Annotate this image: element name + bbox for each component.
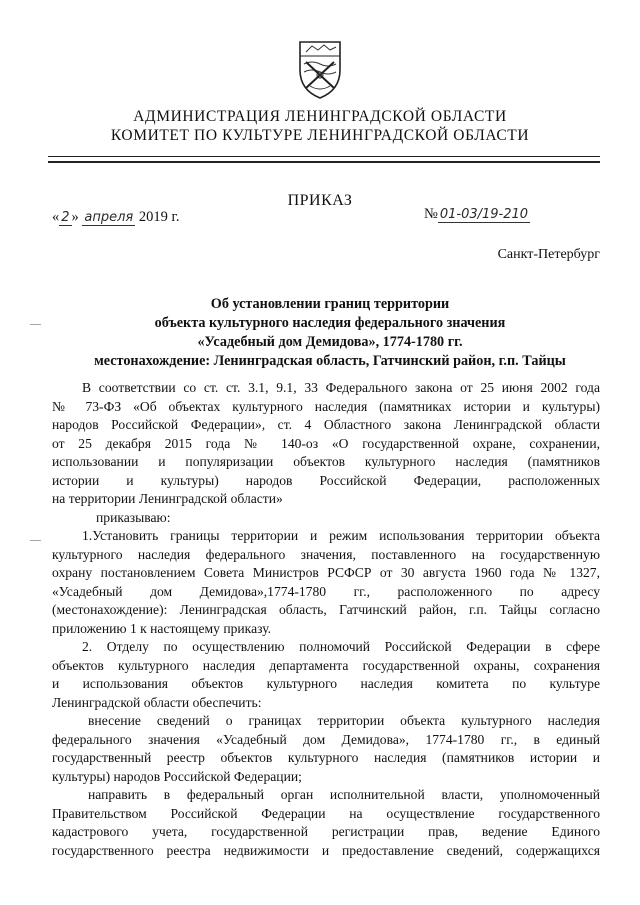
title-line: «Усадебный дом Демидова», 1774-1780 гг. — [197, 334, 463, 350]
body-line: федерального значения «Усадебный дом Демидова», 1774-1780 гг., в единый — [52, 731, 600, 747]
body-line: использовании и популяризации объектов культурного наследия (памятников — [52, 454, 600, 469]
margin-mark: — — [30, 318, 41, 330]
title-line: объекта культурного наследия федерального значения — [154, 315, 506, 331]
org-name-line2: КОМИТЕТ ПО КУЛЬТУРЕ ЛЕНИНГРАДСКОЙ ОБЛАСТИ — [110, 127, 530, 144]
body-line: (местонахождение): Ленинградская область, Гатчинский район, г.п. Тайцы согласно — [52, 602, 600, 617]
body-line: приложению 1 к настоящему приказу. — [52, 620, 272, 636]
title-line: Об установлении границ территории — [210, 296, 450, 312]
number-sign: № — [424, 206, 438, 222]
coat-of-arms-emblem — [296, 40, 344, 100]
body-line: народов Российской Федерации», ст. 4 Областного закона Ленинградской области — [52, 417, 600, 432]
body-line: истории и культуры) народов Российской Федерации, расположенных — [52, 472, 600, 488]
body-line: № 73-ФЗ «Об объектах культурного наследия (памятниках истории и культуры) — [52, 398, 600, 414]
body-line: от 25 декабря 2015 года № 140-оз «О государственной охране, сохранении, — [52, 435, 600, 451]
date-day: 2 — [61, 210, 70, 225]
date-quote-close: » — [71, 209, 79, 225]
org-name-line1: АДМИНИСТРАЦИЯ ЛЕНИНГРАДСКОЙ ОБЛАСТИ — [133, 108, 507, 125]
date-quote-open: « — [52, 209, 60, 225]
document-number — [424, 206, 530, 223]
date-year: 2019 г. — [138, 209, 180, 225]
body-line: на территории Ленинградской области» — [52, 491, 283, 506]
body-line: В соответствии со ст. ст. 3.1, 9.1, 33 Федерального закона от 25 июня 2002 года — [82, 380, 600, 395]
header-rule-thin — [48, 156, 600, 157]
body-line: охрану постановлением Совета Министров РСФСР от 30 августа 1960 года № 1327, — [52, 565, 600, 580]
body-line: приказываю: — [96, 509, 171, 525]
body-text — [52, 379, 600, 860]
margin-mark: — — [30, 534, 41, 546]
document-date — [52, 209, 179, 226]
title-line: местонахождение: Ленинградская область, Гатчинский район, г.п. Тайцы — [94, 353, 566, 369]
body-line: 1.Установить границы территории и режим использования территории объекта — [82, 528, 600, 543]
body-line: направить в федеральный орган исполнительной власти, уполномоченный — [88, 787, 600, 802]
body-line: и использования объектов культурного наследия комитета по культуре — [52, 676, 600, 691]
body-line: культуры) народов Российской Федерации; — [52, 768, 302, 784]
number-value: 01-03/19-210 — [439, 207, 529, 222]
date-month: апреля — [84, 210, 134, 225]
body-line: культурного наследия федерального значения, поставленного на государственную — [52, 546, 600, 562]
body-line: государственного реестра недвижимости и предоставление сведений, содержащихся — [52, 842, 600, 858]
body-line: объектов культурного наследия департамента государственной охраны, сохранения — [52, 657, 600, 673]
body-line: 2. Отделу по осуществлению полномочий Российской Федерации в сфере — [82, 639, 600, 654]
body-line: государственный реестр объектов культурного наследия (памятников истории и — [52, 750, 600, 765]
document-type: ПРИКАЗ — [287, 192, 353, 209]
body-line: внесение сведений о границах территории объекта культурного наследия — [88, 713, 600, 728]
body-line: Правительством Российской Федерации на осуществление государственного — [52, 805, 600, 821]
header-rule-thick — [48, 161, 600, 163]
body-line: кадастрового учета, государственной регистрации прав, ведение Единого — [52, 824, 600, 839]
document-city: Санкт-Петербург — [497, 247, 600, 262]
body-line: Ленинградской области обеспечить: — [52, 694, 262, 710]
body-line: «Усадебный дом Демидова»,1774-1780 гг., расположенного по адресу — [52, 583, 600, 599]
